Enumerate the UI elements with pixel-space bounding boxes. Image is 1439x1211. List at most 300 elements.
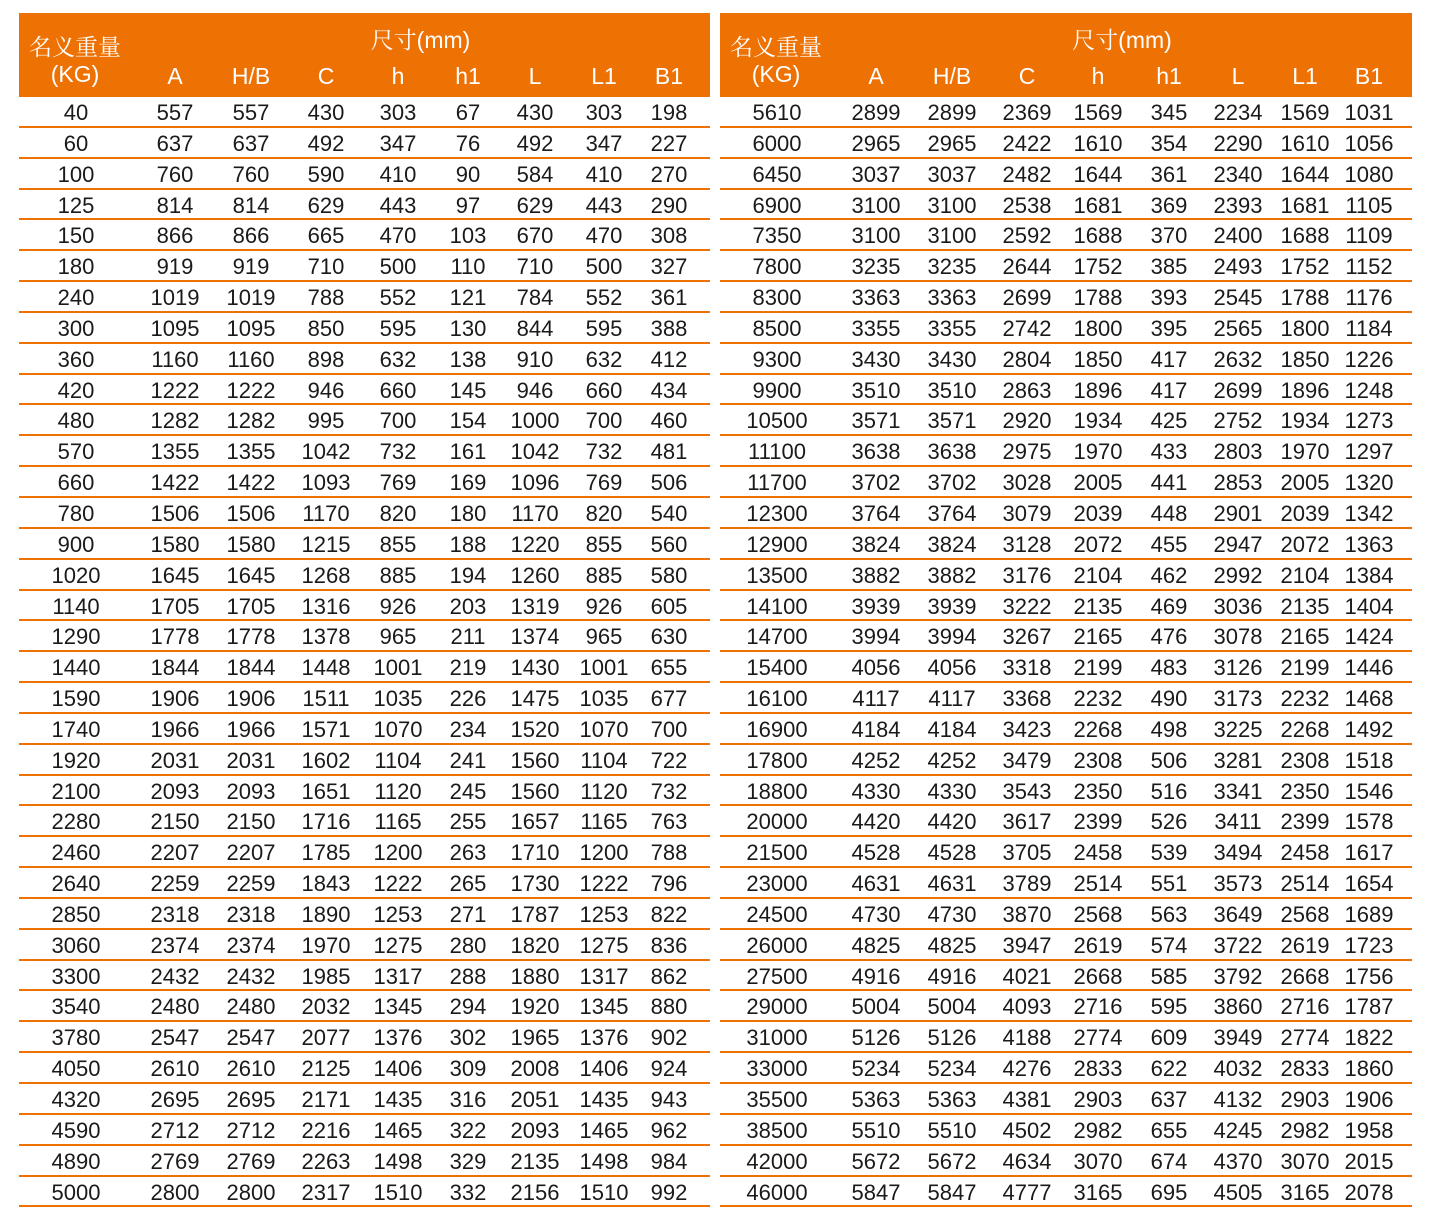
- cell-h: 2514: [1073, 871, 1123, 897]
- cell-l: 1000: [510, 408, 560, 434]
- cell-c: 4381: [1002, 1087, 1052, 1112]
- cell-c: 995: [307, 408, 345, 434]
- cell-l: 3281: [1213, 747, 1263, 773]
- cell-h1: 255: [449, 809, 487, 835]
- cell-weight: 5000: [51, 1179, 101, 1205]
- cell-weight: 6000: [752, 130, 802, 156]
- table-row: [19, 405, 710, 436]
- cell-b1: 1080: [1344, 161, 1394, 187]
- cell-c: 710: [307, 254, 345, 280]
- cell-b1: 1756: [1344, 963, 1394, 989]
- table-row: [19, 837, 710, 868]
- cell-weight: 1440: [51, 655, 101, 681]
- cell-c: 3176: [1002, 562, 1052, 588]
- cell-hb: 3100: [927, 223, 977, 249]
- cell-h: 2232: [1073, 686, 1123, 712]
- cell-h1: 354: [1150, 130, 1188, 156]
- cell-h1: 455: [1150, 531, 1188, 557]
- cell-b1: 1109: [1345, 223, 1393, 249]
- cell-l1: 820: [585, 500, 623, 526]
- cell-c: 2482: [1002, 161, 1052, 187]
- cell-a: 5510: [851, 1117, 901, 1143]
- cell-hb: 4631: [927, 871, 977, 897]
- cell-a: 2259: [150, 871, 200, 897]
- cell-h: 2668: [1073, 963, 1123, 989]
- cell-weight: 900: [57, 531, 95, 557]
- cell-h1: 265: [449, 871, 487, 897]
- cell-c: 4276: [1002, 1056, 1052, 1082]
- table-row: [19, 1177, 710, 1208]
- cell-h1: 110: [450, 254, 486, 280]
- cell-weight: 29000: [746, 994, 808, 1020]
- table-row: [19, 868, 710, 899]
- cell-a: 2712: [150, 1117, 200, 1143]
- table-row: [720, 837, 1412, 868]
- cell-h: 2072: [1073, 531, 1123, 557]
- col-header-c: C: [1018, 63, 1036, 89]
- cell-h: 347: [379, 130, 417, 156]
- table-row: [19, 190, 710, 221]
- cell-l1: 3165: [1280, 1179, 1330, 1205]
- cell-a: 1422: [150, 470, 200, 496]
- table-row: [720, 467, 1412, 498]
- cell-c: 3128: [1002, 531, 1052, 557]
- cell-b1: 327: [650, 254, 688, 280]
- cell-hb: 557: [232, 100, 270, 125]
- cell-b1: 2015: [1344, 1148, 1394, 1174]
- cell-h1: 539: [1150, 840, 1188, 866]
- cell-h1: 180: [449, 500, 487, 526]
- cell-weight: 31000: [746, 1025, 808, 1051]
- cell-a: 3430: [851, 346, 901, 372]
- table-row: [19, 97, 710, 128]
- cell-b1: 270: [650, 161, 688, 187]
- cell-hb: 2480: [226, 994, 276, 1020]
- cell-h: 1035: [373, 686, 423, 712]
- cell-a: 2031: [150, 747, 200, 773]
- cell-h: 1120: [374, 778, 422, 804]
- table-row: [720, 405, 1412, 436]
- cell-h1: 563: [1150, 901, 1188, 927]
- cell-h1: 469: [1150, 593, 1188, 619]
- cell-l: 2545: [1213, 285, 1263, 311]
- cell-c: 1378: [301, 624, 351, 650]
- cell-h: 2268: [1073, 716, 1123, 742]
- cell-a: 1506: [150, 500, 200, 526]
- cell-h1: 674: [1150, 1148, 1188, 1174]
- cell-c: 2077: [301, 1025, 351, 1051]
- cell-h: 2135: [1073, 593, 1123, 619]
- cell-a: 3100: [851, 192, 901, 218]
- cell-b1: 788: [650, 840, 688, 866]
- cell-a: 3235: [851, 254, 901, 280]
- cell-h1: 138: [449, 346, 487, 372]
- cell-l1: 1681: [1280, 192, 1330, 218]
- cell-l1: 500: [585, 254, 623, 280]
- cell-weight: 3780: [51, 1025, 101, 1051]
- table-row: [720, 745, 1412, 776]
- cell-h: 1850: [1073, 346, 1123, 372]
- cell-weight: 17800: [746, 747, 808, 773]
- cell-hb: 2432: [226, 963, 276, 989]
- cell-l1: 2774: [1280, 1025, 1330, 1051]
- cell-weight: 14100: [746, 593, 808, 619]
- cell-hb: 2093: [226, 778, 276, 804]
- cell-b1: 198: [650, 100, 688, 125]
- cell-l: 3722: [1213, 932, 1263, 958]
- table-row: [19, 128, 710, 159]
- cell-c: 850: [307, 315, 345, 341]
- cell-c: 1170: [302, 500, 350, 526]
- cell-weight: 42000: [746, 1148, 808, 1174]
- cell-h: 1681: [1073, 192, 1123, 218]
- cell-h1: 194: [449, 562, 487, 588]
- cell-h1: 161: [449, 439, 487, 465]
- cell-h1: 506: [1150, 747, 1188, 773]
- cell-a: 4916: [851, 963, 901, 989]
- cell-h1: 637: [1150, 1087, 1188, 1112]
- cell-l: 2493: [1213, 254, 1263, 280]
- table-header: [720, 13, 1412, 97]
- cell-h: 3070: [1073, 1148, 1123, 1174]
- cell-weight: 40: [63, 100, 89, 125]
- cell-b1: 460: [650, 408, 688, 434]
- cell-l: 1820: [510, 932, 560, 958]
- cell-c: 2125: [301, 1056, 351, 1082]
- cell-h: 552: [379, 285, 417, 311]
- cell-l: 3573: [1213, 871, 1263, 897]
- cell-b1: 506: [650, 470, 688, 496]
- cell-h1: 211: [450, 624, 486, 650]
- cell-l: 2093: [510, 1117, 560, 1143]
- cell-l: 710: [516, 254, 554, 280]
- cell-a: 5234: [851, 1056, 901, 1082]
- cell-h: 700: [379, 408, 417, 434]
- cell-a: 2480: [150, 994, 200, 1020]
- cell-c: 2804: [1002, 346, 1052, 372]
- cell-weight: 1140: [52, 593, 100, 619]
- cell-l1: 3070: [1280, 1148, 1330, 1174]
- cell-c: 898: [307, 346, 345, 372]
- cell-weight: 780: [57, 500, 95, 526]
- cell-h1: 526: [1150, 809, 1188, 835]
- table-row: [720, 621, 1412, 652]
- col-header-l: L: [528, 63, 542, 89]
- cell-weight: 7800: [752, 254, 802, 280]
- cell-l: 844: [516, 315, 554, 341]
- cell-h: 855: [379, 531, 417, 557]
- table-row: [720, 1053, 1412, 1084]
- cell-h: 500: [379, 254, 417, 280]
- cell-l: 1657: [510, 809, 560, 835]
- cell-l: 2008: [510, 1056, 560, 1082]
- cell-l: 1042: [510, 439, 560, 465]
- cell-c: 3318: [1002, 655, 1052, 681]
- cell-c: 2975: [1002, 439, 1052, 465]
- cell-l: 2156: [510, 1179, 560, 1205]
- cell-a: 4528: [851, 840, 901, 866]
- cell-l1: 2104: [1280, 562, 1330, 588]
- cell-c: 590: [307, 161, 345, 187]
- cell-l1: 660: [585, 377, 623, 403]
- cell-hb: 5126: [927, 1025, 977, 1051]
- cell-c: 2422: [1002, 130, 1052, 156]
- cell-hb: 4528: [927, 840, 977, 866]
- table-row: [19, 652, 710, 683]
- cell-c: 2644: [1002, 254, 1052, 280]
- cell-l: 1475: [510, 686, 560, 712]
- cell-b1: 1273: [1344, 408, 1394, 434]
- cell-c: 4502: [1002, 1117, 1052, 1143]
- cell-hb: 3764: [927, 500, 977, 526]
- cell-b1: 1906: [1344, 1087, 1394, 1112]
- cell-hb: 2318: [226, 901, 276, 927]
- table-row: [19, 714, 710, 745]
- table-row: [720, 930, 1412, 961]
- cell-l: 1560: [510, 778, 560, 804]
- cell-a: 4184: [851, 716, 901, 742]
- cell-hb: 5510: [927, 1117, 977, 1143]
- cell-l: 1787: [510, 901, 560, 927]
- table-body: [19, 97, 710, 1207]
- cell-h1: 322: [449, 1117, 487, 1143]
- cell-l1: 965: [585, 624, 623, 650]
- cell-hb: 3235: [927, 254, 977, 280]
- cell-b1: 1492: [1344, 716, 1394, 742]
- cell-weight: 8500: [752, 315, 802, 341]
- cell-c: 4188: [1002, 1025, 1052, 1051]
- cell-a: 5847: [851, 1179, 901, 1205]
- cell-hb: 3638: [927, 439, 977, 465]
- col-header-l: L: [1231, 63, 1245, 89]
- cell-weight: 420: [57, 377, 95, 403]
- cell-a: 4056: [851, 655, 901, 681]
- cell-c: 3028: [1002, 470, 1052, 496]
- cell-l: 2853: [1213, 470, 1263, 496]
- cell-a: 5126: [851, 1025, 901, 1051]
- cell-l1: 1120: [580, 778, 628, 804]
- cell-h1: 154: [449, 408, 487, 434]
- cell-l: 1170: [511, 500, 559, 526]
- cell-l1: 632: [585, 346, 623, 372]
- cell-h: 1788: [1073, 285, 1123, 311]
- cell-l1: 2165: [1280, 624, 1330, 650]
- cell-hb: 2965: [927, 130, 977, 156]
- cell-a: 3882: [851, 562, 901, 588]
- cell-a: 4252: [851, 747, 901, 773]
- cell-h: 3165: [1073, 1179, 1123, 1205]
- cell-l1: 1253: [579, 901, 629, 927]
- cell-b1: 836: [650, 932, 688, 958]
- cell-l: 910: [516, 346, 554, 372]
- cell-h: 2568: [1073, 901, 1123, 927]
- col-header-l1: L1: [1292, 63, 1318, 89]
- cell-hb: 1778: [226, 624, 276, 650]
- cell-b1: 822: [650, 901, 688, 927]
- cell-h: 595: [379, 315, 417, 341]
- cell-l1: 303: [585, 100, 623, 125]
- cell-h: 2774: [1073, 1025, 1123, 1051]
- cell-c: 2699: [1002, 285, 1052, 311]
- cell-hb: 2259: [226, 871, 276, 897]
- cell-hb: 4916: [927, 963, 977, 989]
- cell-l: 4505: [1213, 1179, 1263, 1205]
- cell-l: 946: [516, 377, 554, 403]
- cell-c: 1602: [301, 747, 351, 773]
- cell-l: 1319: [510, 593, 560, 619]
- cell-a: 2150: [150, 809, 200, 835]
- cell-c: 1215: [301, 531, 351, 557]
- cell-b1: 1152: [1345, 254, 1393, 280]
- cell-c: 430: [307, 100, 345, 125]
- cell-c: 3423: [1002, 716, 1052, 742]
- cell-hb: 3939: [927, 593, 977, 619]
- cell-h: 2199: [1073, 655, 1123, 681]
- cell-l1: 2199: [1280, 655, 1330, 681]
- cell-weight: 1020: [51, 562, 101, 588]
- cell-h: 1688: [1073, 223, 1123, 249]
- cell-l1: 470: [585, 223, 623, 249]
- cell-hb: 3100: [927, 192, 977, 218]
- cell-l: 2340: [1213, 161, 1263, 187]
- cell-weight: 14700: [746, 624, 808, 650]
- cell-b1: 1446: [1344, 655, 1394, 681]
- cell-h: 2005: [1073, 470, 1123, 496]
- cell-c: 1785: [301, 840, 351, 866]
- cell-weight: 27500: [746, 963, 808, 989]
- cell-l1: 1035: [579, 686, 629, 712]
- cell-weight: 24500: [746, 901, 808, 927]
- cell-a: 3824: [851, 531, 901, 557]
- cell-hb: 1019: [226, 285, 276, 311]
- cell-l: 1710: [510, 840, 560, 866]
- cell-l: 4132: [1213, 1087, 1263, 1112]
- cell-l: 3949: [1213, 1025, 1263, 1051]
- cell-weight: 1920: [51, 747, 101, 773]
- table-row: [720, 375, 1412, 406]
- cell-h: 1896: [1073, 377, 1123, 403]
- cell-h: 1569: [1073, 100, 1123, 125]
- cell-hb: 4056: [927, 655, 977, 681]
- cell-h: 769: [379, 470, 417, 496]
- table-row: [720, 436, 1412, 467]
- cell-l: 3225: [1213, 716, 1263, 742]
- cell-l: 1220: [510, 531, 560, 557]
- table-row: [19, 436, 710, 467]
- cell-b1: 1822: [1344, 1025, 1394, 1051]
- col-header-a: A: [868, 63, 884, 89]
- cell-c: 2742: [1002, 315, 1052, 341]
- table-row: [19, 1022, 710, 1053]
- cell-h: 410: [379, 161, 417, 187]
- cell-l1: 2350: [1280, 778, 1330, 804]
- cell-l: 2947: [1213, 531, 1263, 557]
- cell-l1: 1200: [579, 840, 629, 866]
- cell-b1: 2078: [1344, 1179, 1394, 1205]
- cell-weight: 660: [57, 470, 95, 496]
- cell-h: 2833: [1073, 1056, 1123, 1082]
- table-row: [720, 159, 1412, 190]
- cell-weight: 1590: [51, 686, 101, 712]
- cell-h: 1970: [1073, 439, 1123, 465]
- cell-h: 1498: [373, 1148, 423, 1174]
- cell-h1: 345: [1150, 100, 1188, 125]
- cell-h: 1200: [373, 840, 423, 866]
- cell-h1: 551: [1150, 871, 1188, 897]
- cell-c: 1448: [301, 655, 351, 681]
- cell-c: 1268: [301, 562, 351, 588]
- table-row: [19, 776, 710, 807]
- cell-weight: 7350: [752, 223, 802, 249]
- cell-l1: 1610: [1280, 130, 1330, 156]
- cell-b1: 962: [650, 1117, 688, 1143]
- cell-b1: 1297: [1344, 439, 1394, 465]
- weight-unit: (KG): [50, 61, 100, 87]
- cell-l1: 1644: [1280, 161, 1330, 187]
- cell-a: 4117: [852, 686, 900, 712]
- cell-a: 1580: [150, 531, 200, 557]
- cell-l1: 2135: [1280, 593, 1330, 619]
- cell-c: 3543: [1002, 778, 1052, 804]
- col-header-l1: L1: [591, 63, 617, 89]
- cell-c: 3870: [1002, 901, 1052, 927]
- table-row: [19, 899, 710, 930]
- cell-weight: 11100: [748, 439, 806, 465]
- cell-weight: 16100: [746, 686, 808, 712]
- cell-l1: 2716: [1280, 994, 1330, 1020]
- table-header: [19, 13, 710, 97]
- cell-h: 303: [379, 100, 417, 125]
- cell-l1: 1896: [1280, 377, 1330, 403]
- table-row: [19, 313, 710, 344]
- cell-b1: 481: [650, 439, 688, 465]
- cell-l: 492: [516, 130, 554, 156]
- table-row: [19, 560, 710, 591]
- cell-a: 1645: [150, 562, 200, 588]
- cell-b1: 722: [650, 747, 688, 773]
- cell-h1: 498: [1150, 716, 1188, 742]
- cell-a: 4420: [851, 809, 901, 835]
- cell-a: 2374: [150, 932, 200, 958]
- cell-b1: 1424: [1344, 624, 1394, 650]
- cell-weight: 35500: [746, 1087, 808, 1112]
- cell-hb: 4420: [927, 809, 977, 835]
- table-row: [19, 1053, 710, 1084]
- table-row: [720, 313, 1412, 344]
- cell-weight: 480: [57, 408, 95, 434]
- cell-weight: 2640: [51, 871, 101, 897]
- cell-h1: 203: [449, 593, 487, 619]
- cell-l1: 2232: [1280, 686, 1330, 712]
- cell-h: 1406: [373, 1056, 423, 1082]
- cell-a: 2899: [851, 100, 901, 125]
- cell-b1: 388: [650, 315, 688, 341]
- cell-l: 629: [516, 192, 554, 218]
- cell-hb: 4825: [927, 932, 977, 958]
- cell-b1: 924: [650, 1056, 688, 1082]
- cell-b1: 361: [650, 285, 688, 311]
- cell-weight: 60: [63, 130, 89, 156]
- cell-h: 632: [379, 346, 417, 372]
- cell-l: 2632: [1213, 346, 1263, 372]
- cell-b1: 1342: [1344, 500, 1394, 526]
- table-row: [720, 961, 1412, 992]
- cell-l1: 1376: [579, 1025, 629, 1051]
- cell-h1: 90: [455, 161, 481, 187]
- col-header-c: C: [317, 63, 335, 89]
- cell-l: 3494: [1213, 840, 1263, 866]
- cell-l1: 1345: [579, 994, 629, 1020]
